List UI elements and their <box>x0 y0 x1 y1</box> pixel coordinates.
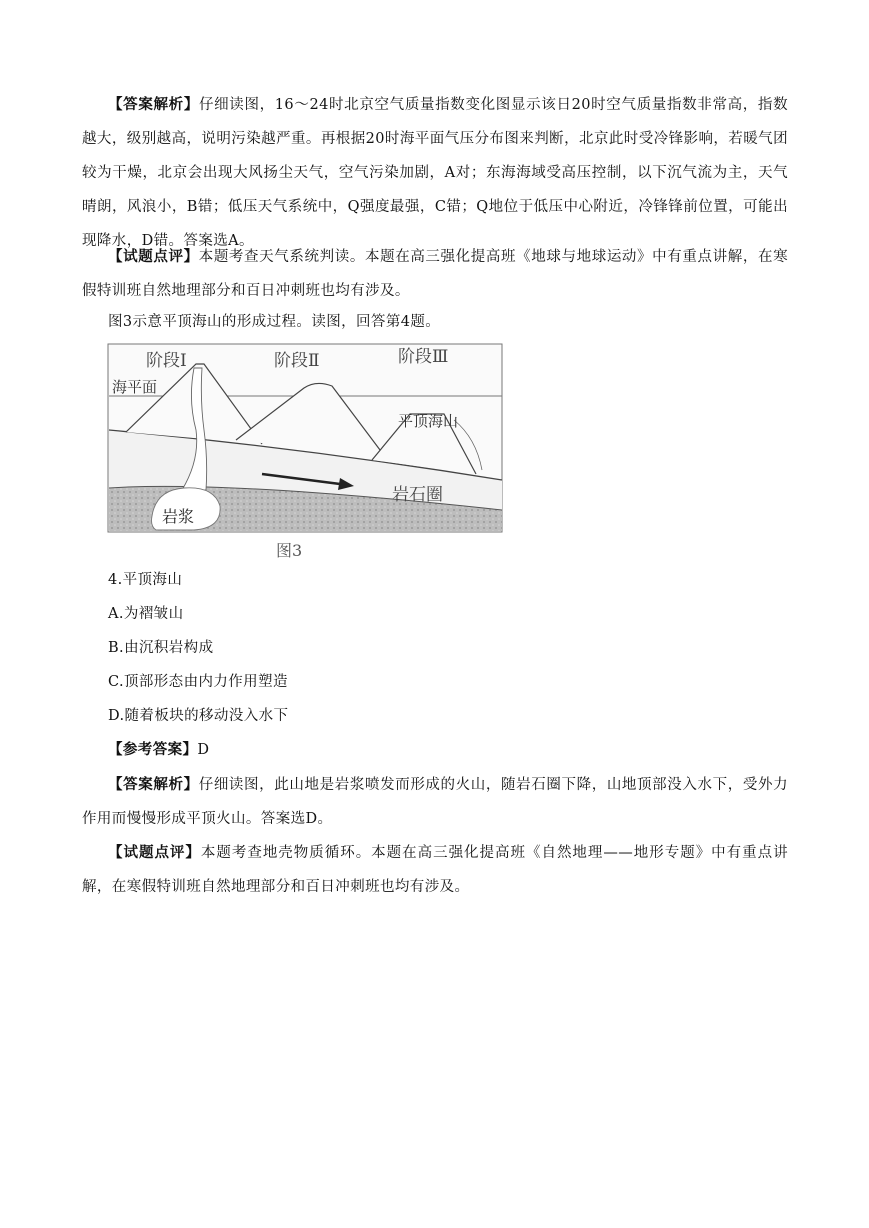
answer-analysis-tag: 【答案解析】 <box>108 96 199 113</box>
sea-level-label: 海平面 <box>112 378 158 396</box>
comment-tag: 【试题点评】 <box>108 248 199 265</box>
option-b: B.由沉积岩构成 <box>108 640 214 656</box>
comment-tag-2: 【试题点评】 <box>108 844 201 861</box>
explanation-paragraph-1 <box>82 88 788 258</box>
comment-paragraph-2 <box>82 836 788 904</box>
explanation-text-1: 仔细读图，16～24时北京空气质量指数变化图显示该日20时空气质量指数非常高，指数越大，级别越高，说明污染越严重。再根据20时海平面气压分布图来判断，北京此时受冷锋影响，若暖气团较为干燥，北京会出现大风扬尘天气，空气污染加剧，A对；东海海域受高压控制，以下沉气流为主，天气晴朗，风浪小，B错；低压天气系统中，Q强度最强，C错；Q地位于低压中心附近，冷锋锋前位置，可能出现降水，D错。答案选A。 <box>82 97 788 249</box>
stage-2-label: 阶段Ⅱ <box>274 351 320 371</box>
reference-answer-tag: 【参考答案】 <box>108 741 198 758</box>
question-stem: 4.平顶海山 <box>108 572 183 588</box>
option-a: A.为褶皱山 <box>108 606 184 622</box>
reference-answer-value: D <box>197 742 210 758</box>
comment-text-1: 本题考查天气系统判读。本题在高三强化提高班《地球与地球运动》中有重点讲解，在寒假特训班自然地理部分和百日冲刺班也均有涉及。 <box>82 249 788 299</box>
guyot-diagram <box>104 340 506 564</box>
option-d: D.随着板块的移动没入水下 <box>108 708 289 724</box>
option-c: C.顶部形态由内力作用塑造 <box>108 674 288 690</box>
stage-3-label: 阶段Ⅲ <box>398 347 449 367</box>
comment-paragraph-1 <box>82 240 788 308</box>
explanation-text-2: 仔细读图，此山地是岩浆喷发而形成的火山，随岩石圈下降，山地顶部没入水下，受外力作用而慢慢形成平顶火山。答案选D。 <box>82 777 788 827</box>
figure-caption: 图3 <box>276 541 303 560</box>
magma-label: 岩浆 <box>162 507 195 526</box>
figure-intro: 图3示意平顶海山的形成过程。读图，回答第4题。 <box>108 314 441 330</box>
stage-1-label: 阶段Ⅰ <box>146 351 187 371</box>
answer-analysis-tag-2: 【答案解析】 <box>108 776 199 793</box>
guyot-formation-figure <box>104 340 506 564</box>
explanation-paragraph-2 <box>82 768 788 836</box>
lithosphere-label: 岩石圈 <box>392 485 443 505</box>
comment-text-2: 本题考查地壳物质循环。本题在高三强化提高班《自然地理——地形专题》中有重点讲解，在寒假特训班自然地理部分和百日冲刺班也均有涉及。 <box>82 845 788 895</box>
guyot-label: 平顶海山 <box>398 412 459 430</box>
reference-answer <box>108 740 209 760</box>
